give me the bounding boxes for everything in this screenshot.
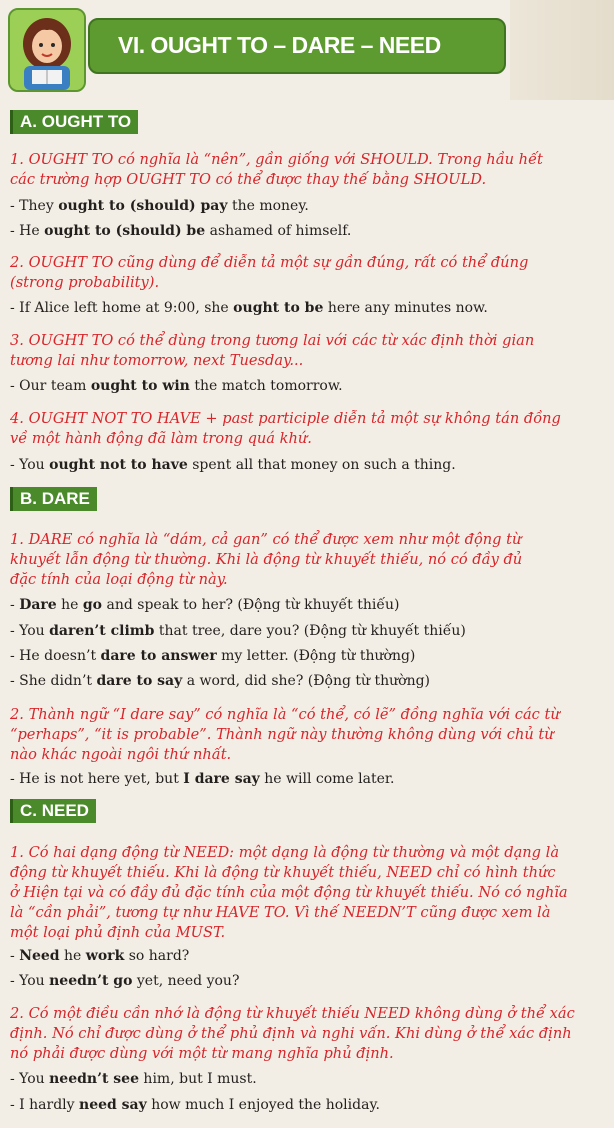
rule-text: “perhaps”, “it is probable”. Thành ngữ này thường không dùng với chủ từ: [10, 726, 554, 743]
rule-text: định. Nó chỉ được dùng ở thể phủ định và nghi vấn. Khi dùng ở thể xác định: [10, 1025, 572, 1042]
section-label-need: C. NEED: [10, 799, 96, 823]
rule-text: đặc tính của loại động từ này.: [10, 571, 228, 588]
example-sentence: - He ought to (should) be ashamed of himself.: [10, 223, 352, 239]
rule-text: một loại phủ định của MUST.: [10, 924, 226, 941]
rule-text: nó phải được dùng với một từ mang nghĩa phủ định.: [10, 1045, 394, 1062]
rule-text: 3. OUGHT TO có thể dùng trong tương lai với các từ xác định thời gian: [10, 332, 535, 349]
example-sentence: - Dare he go and speak to her? (Động từ khuyết thiếu): [10, 597, 400, 613]
rule-text: 1. Có hai dạng động từ NEED: một dạng là động từ thường và một dạng là: [10, 844, 560, 861]
chapter-title-banner: [88, 18, 506, 74]
chapter-title: VI. OUGHT TO – DARE – NEED: [118, 32, 441, 58]
rule-text: là “cần phải”, tương tự như HAVE TO. Vì thế NEEDN’T cũng được xem là: [10, 904, 551, 921]
example-sentence: - They ought to (should) pay the money.: [10, 198, 309, 214]
rule-text: 2. Có một điều cần nhớ là động từ khuyết thiếu NEED không dùng ở thể xác: [10, 1005, 575, 1022]
rule-text: 2. Thành ngữ “I dare say” có nghĩa là “có thể, có lẽ” đồng nghĩa với các từ: [10, 706, 560, 723]
rule-text: động từ khuyết thiếu. Khi là động từ khuyết thiếu, NEED chỉ có hình thức: [10, 864, 556, 881]
page-edge: [510, 0, 614, 100]
rule-text: về một hành động đã làm trong quá khứ.: [10, 430, 312, 447]
example-sentence: - Our team ought to win the match tomorrow.: [10, 378, 343, 394]
example-sentence: - You ought not to have spent all that money on such a thing.: [10, 457, 456, 473]
rule-text: khuyết lẫn động từ thường. Khi là động từ khuyết thiếu, nó có đầy đủ: [10, 551, 523, 568]
teacher-illustration: [8, 8, 86, 92]
rule-text: (strong probability).: [10, 274, 160, 291]
example-sentence: - I hardly need say how much I enjoyed the holiday.: [10, 1097, 380, 1113]
example-sentence: - You daren’t climb that tree, dare you? (Động từ khuyết thiếu): [10, 623, 466, 639]
rule-text: 4. OUGHT NOT TO HAVE + past participle diễn tả một sự không tán đồng: [10, 410, 561, 427]
example-sentence: - She didn’t dare to say a word, did she? (Động từ thường): [10, 673, 431, 689]
rule-text: các trường hợp OUGHT TO có thể được thay thế bằng SHOULD.: [10, 171, 487, 188]
rule-text: 1. DARE có nghĩa là “dám, cả gan” có thể được xem như một động từ: [10, 531, 522, 548]
rule-text: 2. OUGHT TO cũng dùng để diễn tả một sự gần đúng, rất có thể đúng: [10, 254, 529, 271]
example-sentence: - If Alice left home at 9:00, she ought to be here any minutes now.: [10, 300, 488, 316]
example-sentence: - You needn’t see him, but I must.: [10, 1071, 257, 1087]
section-label-dare: B. DARE: [10, 487, 97, 511]
rule-text: tương lai như tomorrow, next Tuesday...: [10, 352, 304, 369]
example-sentence: - You needn’t go yet, need you?: [10, 973, 240, 989]
rule-text: 1. OUGHT TO có nghĩa là “nên”, gần giống với SHOULD. Trong hầu hết: [10, 151, 543, 168]
rule-text: ở Hiện tại và có đầy đủ đặc tính của một động từ khuyết thiếu. Nó có nghĩa: [10, 884, 568, 901]
rule-text: nào khác ngoài ngôi thứ nhất.: [10, 746, 232, 763]
example-sentence: - Need he work so hard?: [10, 948, 190, 964]
example-sentence: - He doesn’t dare to answer my letter. (Động từ thường): [10, 648, 416, 664]
chapter-header: [0, 0, 614, 100]
section-label-ought-to: A. OUGHT TO: [10, 110, 138, 134]
example-sentence: - He is not here yet, but I dare say he will come later.: [10, 771, 395, 787]
